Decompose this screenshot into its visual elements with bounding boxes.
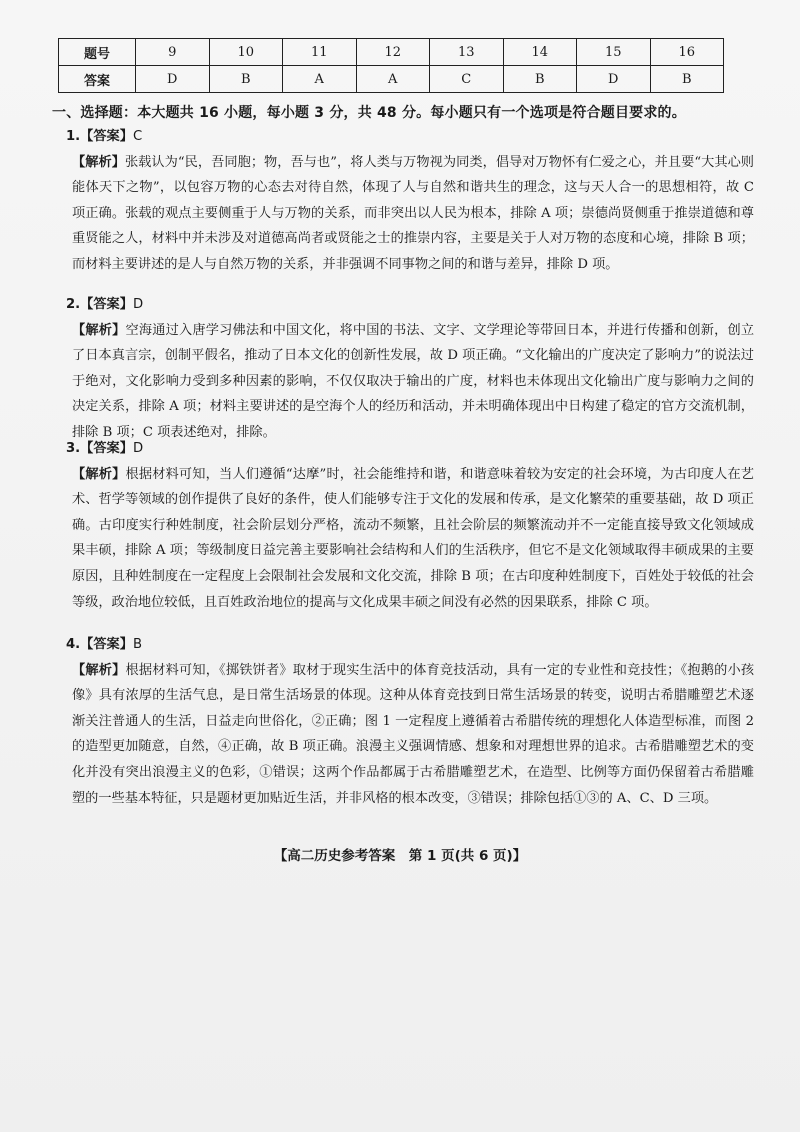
table-cell: A (356, 66, 430, 93)
table-cell: 15 (577, 39, 651, 66)
question-block-3 (52, 436, 754, 615)
question-block-4 (52, 632, 754, 811)
table-row-numbers (59, 39, 724, 66)
table-cell: A (283, 66, 357, 93)
table-cell: B (503, 66, 577, 93)
table-cell: 12 (356, 39, 430, 66)
table-cell: B (209, 66, 283, 93)
table-cell: C (430, 66, 504, 93)
question-analysis (72, 462, 754, 616)
question-block-2 (52, 292, 754, 446)
question-answer: B (132, 637, 142, 652)
row-label-answer: 答案 (59, 66, 136, 93)
section-title: 一、选择题：本大题共 16 小题，每小题 3 分，共 48 分。每小题只有一个选项是符合题目要求的。 (52, 105, 686, 121)
analysis-text: 空海通过入唐学习佛法和中国文化，将中国的书法、文字、文学理论等带回日本，并进行传播和创新，创立了日本真言宗，创制平假名，推动了日本文化的创新性发展，故 D 项正确。“文化输出的广度决定了影响力”的说法过于绝对，文化影响力受到多种因素的影响，不仅仅取决于输出的广度，材料也未体现出文化输出广度与影响力之间的决定关系，排除 A 项；材料主要讲述的是空海个人的经历和活动，并未明确体现出中日构建了稳定的官方交流机制，排除 B 项；C 项表述绝对，排除。 (72, 322, 755, 440)
analysis-tag: 【解析】 (72, 322, 126, 338)
table-cell: D (136, 66, 210, 93)
table-row-answers (59, 66, 724, 93)
question-answer: D (132, 297, 144, 312)
question-answer-header (66, 124, 754, 150)
answer-table (58, 38, 724, 93)
table-cell: B (650, 66, 724, 93)
table-cell: 11 (283, 39, 357, 66)
table-cell: 10 (209, 39, 283, 66)
table-cell: 13 (430, 39, 504, 66)
question-answer-header (66, 436, 754, 462)
analysis-tag: 【解析】 (72, 154, 125, 170)
analysis-tag: 【解析】 (72, 662, 126, 678)
analysis-text: 根据材料可知，当人们遵循“达摩”时，社会能维持和谐，和谐意味着较为安定的社会环境，为古印度人在艺术、哲学等领域的创作提供了良好的条件，使人们能够专注于文化的发展和传承，是文化繁荣的重要基础，故 D 项正确。古印度实行种姓制度，社会阶层划分严格，流动不频繁，且社会阶层的频繁流动并不一定能直接导致文化领域成果丰硕，排除 A 项；等级制度日益完善主要影响社会结构和人们的生活秩序，但它不是文化领域取得丰硕成果的主要原因，且种姓制度在一定程度上会限制社会发展和文化交流，排除 B 项；在古印度种姓制度下，百姓处于较低的社会等级，政治地位较低，且百姓政治地位的提高与文化成果丰硕之间没有必然的因果联系，排除 C 项。 (72, 466, 754, 610)
question-label: 3.【答案】 (66, 441, 133, 456)
analysis-text: 张载认为“民，吾同胞；物，吾与也”，将人类与万物视为同类，倡导对万物怀有仁爱之心，并且要“大其心则能体天下之物”，以包容万物的心态去对待自然，体现了人与自然和谐共生的理念，这与天人合一的思想相符，故 C 项正确。张载的观点主要侧重于人与万物的关系，而非突出以人民为根本，排除 A 项；崇德尚贤侧重于推崇道德和尊重贤能之人，材料中并未涉及对道德高尚者或贤能之士的推崇内容，主要是关于人对万物的态度和心境，排除 B 项；而材料主要讲述的是人与自然万物的关系，并非强调不同事物之间的和谐与差异，排除 D 项。 (72, 154, 754, 272)
table-cell: D (577, 66, 651, 93)
question-block-1 (52, 124, 754, 278)
question-analysis (72, 318, 754, 446)
question-analysis (72, 658, 754, 812)
page-footer: 【高二历史参考答案 第 1 页(共 6 页)】 (273, 848, 527, 864)
question-answer: D (132, 441, 144, 456)
question-label: 2.【答案】 (66, 297, 133, 312)
question-label: 1.【答案】 (66, 129, 133, 144)
question-answer: C (132, 129, 143, 144)
question-label: 4.【答案】 (66, 637, 133, 652)
row-label-number: 题号 (59, 39, 136, 66)
analysis-tag: 【解析】 (72, 466, 126, 482)
question-answer-header (66, 632, 754, 658)
question-analysis (72, 150, 754, 278)
table-cell: 16 (650, 39, 724, 66)
question-answer-header (66, 292, 754, 318)
analysis-text: 根据材料可知，《掷铁饼者》取材于现实生活中的体育竞技活动，具有一定的专业性和竞技性；《抱鹅的小孩像》具有浓厚的生活气息，是日常生活场景的体现。这种从体育竞技到日常生活场景的转变，说明古希腊雕塑艺术逐渐关注普通人的生活，日益走向世俗化，②正确；图 1 一定程度上遵循着古希腊传统的理想化人体造型标准，而图 2 的造型更加随意，自然，④正确，故 B 项正确。浪漫主义强调情感、想象和对理想世界的追求。古希腊雕塑艺术的变化并没有突出浪漫主义的色彩，①错误；这两个作品都属于古希腊雕塑艺术，在造型、比例等方面仍保留着古希腊雕塑的一些基本特征，只是题材更加贴近生活，并非风格的根本改变，③错误；排除包括①③的 A、C、D 三项。 (72, 662, 755, 806)
table-cell: 14 (503, 39, 577, 66)
table-cell: 9 (136, 39, 210, 66)
